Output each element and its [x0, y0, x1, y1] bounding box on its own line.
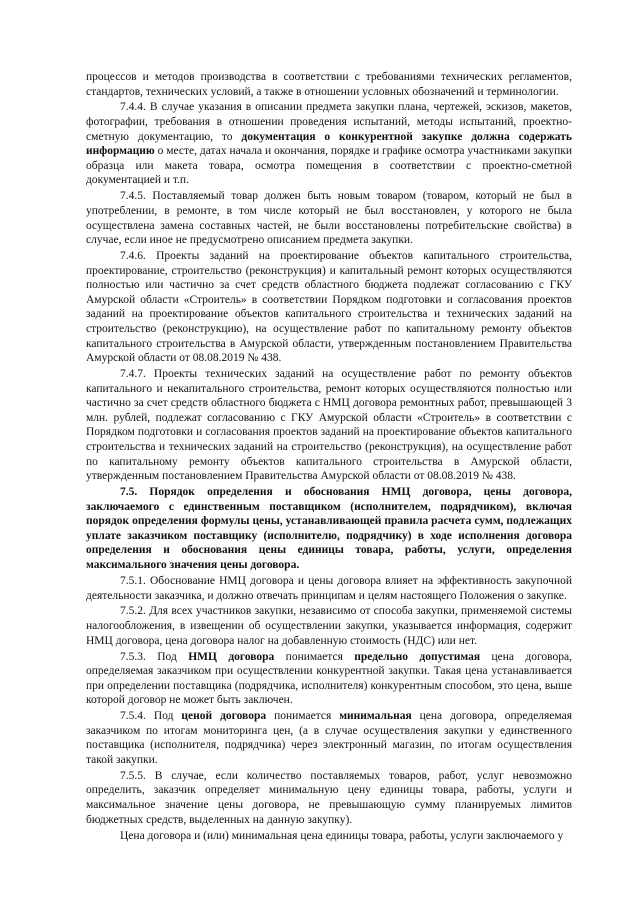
text-run: 7.5.3. Под	[120, 650, 189, 663]
text-run: цена договора, определяемая заказчиком по итогам мониторинга цен, (а в случае осуществления закупки у единственного поставщика (исполнителя, подрядчика) через электронный магазин, по итогам осуществления такой закупки.	[86, 710, 572, 766]
paragraph-7-4-5: 7.4.5. Поставляемый товар должен быть новым товаром (товаром, который не был в употреблении, в ремонте, в том числе который не был восстановлен, у которого не была осуществлена замена составных частей, не были восстановлены потребительские свойства) в случае, если иное не предусмотрено описанием предмета закупки.	[86, 190, 572, 247]
text-run: 7.5.4. Под	[120, 710, 182, 723]
document-page	[86, 70, 572, 843]
text-run: понимается	[266, 710, 340, 723]
paragraph-cont-end: Цена договора и (или) минимальная цена единицы товара, работы, услуги заключаемого у	[120, 829, 564, 842]
paragraph-7-4-6: 7.4.6. Проекты заданий на проектирование объектов капитального строительства, проектирование, строительство (реконструкция) и капитальный ремонт которых осуществляются полностью или частично за счет средств областного бюджета подлежат согласованию с ГКУ Амурской области «Строитель» в соответствии Порядком подготовки и согласования проектов заданий на проектирование объектов капитального строительства и технических заданий на строительство (реконструкцию), на осуществление работ по капитальному ремонту объектов капитального строительства в Амурской области, утвержденным постановлением Правительства Амурской области от 08.08.2019 № 438.	[86, 250, 572, 365]
paragraph-7-4-4	[86, 100, 572, 188]
bold-run: документация о конкурентной закупке должна содержать информацию	[86, 130, 572, 158]
paragraph-cont: процессов и методов производства в соответствии с требованиями технических регламентов, стандартов, технических условий, а также в отношении условных обозначений и терминологии.	[86, 71, 572, 98]
paragraph-7-5-5: 7.5.5. В случае, если количество поставляемых товаров, работ, услуг невозможно определить, заказчик определяет минимальную цену единицы товара, работы, услуги и максимальное значение цены договора, не превышающую сумму планируемых лимитов бюджетных средств, выделенных на данную закупку).	[86, 769, 572, 826]
text-run: понимается	[274, 650, 355, 663]
paragraph-7-5-3	[86, 650, 572, 708]
paragraph-7-5-4	[86, 709, 572, 767]
bold-run: НМЦ договора	[188, 650, 275, 663]
paragraph-7-4-7: 7.4.7. Проекты технических заданий на осуществление работ по ремонту объектов капитального и некапитального строительства, ремонт которых осуществляются полностью или частично за счет средств областного бюджета с НМЦ договора ремонтных работ, превышающей 3 млн. рублей, подлежат согласованию с ГКУ Амурской области «Строитель» в соответствии с Порядком подготовки и согласования проектов заданий на проектирование объектов капитального строительства и технических заданий на строительство (реконструкция), на осуществление работ по капитальному ремонту объектов капитального строительства в Амурской области, утвержденным постановлением Правительства Амурской области от 08.08.2019 № 438.	[86, 368, 572, 483]
bold-run: минимальная	[339, 710, 412, 723]
bold-run: предельно допустимая	[354, 650, 481, 663]
paragraph-7-5-1: 7.5.1. Обоснование НМЦ договора и цены договора влияет на эффективность закупочной деятельности заказчика, и должно отвечать принципам и целям настоящего Положения о закупке.	[86, 574, 572, 602]
text-run: цена договора, определяемая заказчиком при осуществлении конкурентной закупки. Такая цена устанавливается при определении поставщика (подрядчика, исполнителя) конкурентным способом, это цена, выше которой договор не может быть заключен.	[86, 650, 572, 707]
section-heading-7-5: 7.5. Порядок определения и обоснования НМЦ договора, цены договора, заключаемого с единственным поставщиком (исполнителем, подрядчиком), включая порядок определения формулы цены, устанавливающей правила расчета сумм, подлежащих уплате заказчиком поставщику (исполнителю, подрядчику) в ходе исполнения договора определения и обоснования цены единицы товара, работы, услуги, определения максимального значения цены договора.	[86, 486, 572, 572]
bold-run: ценой договора	[181, 710, 267, 723]
paragraph-7-5-2: 7.5.2. Для всех участников закупки, независимо от способа закупки, применяемой системы налогообложения, в извещении об осуществлении закупки, указывается информация, содержит НМЦ договора, цена договора налог на добавленную стоимость (НДС) или нет.	[86, 605, 572, 647]
text-run: о месте, датах начала и окончания, порядке и графике осмотра участниками закупки образца или макета товара, осмотра помещения в соответствии с проектно-сметной документацией и т.п.	[86, 145, 572, 187]
text-run: 7.4.4. В случае указания в описании предмета закупки плана, чертежей, эскизов, макетов, фотографии, требования в отношении проведения испытаний, методы испытаний, проектно-сметную документацию, то	[86, 101, 572, 143]
